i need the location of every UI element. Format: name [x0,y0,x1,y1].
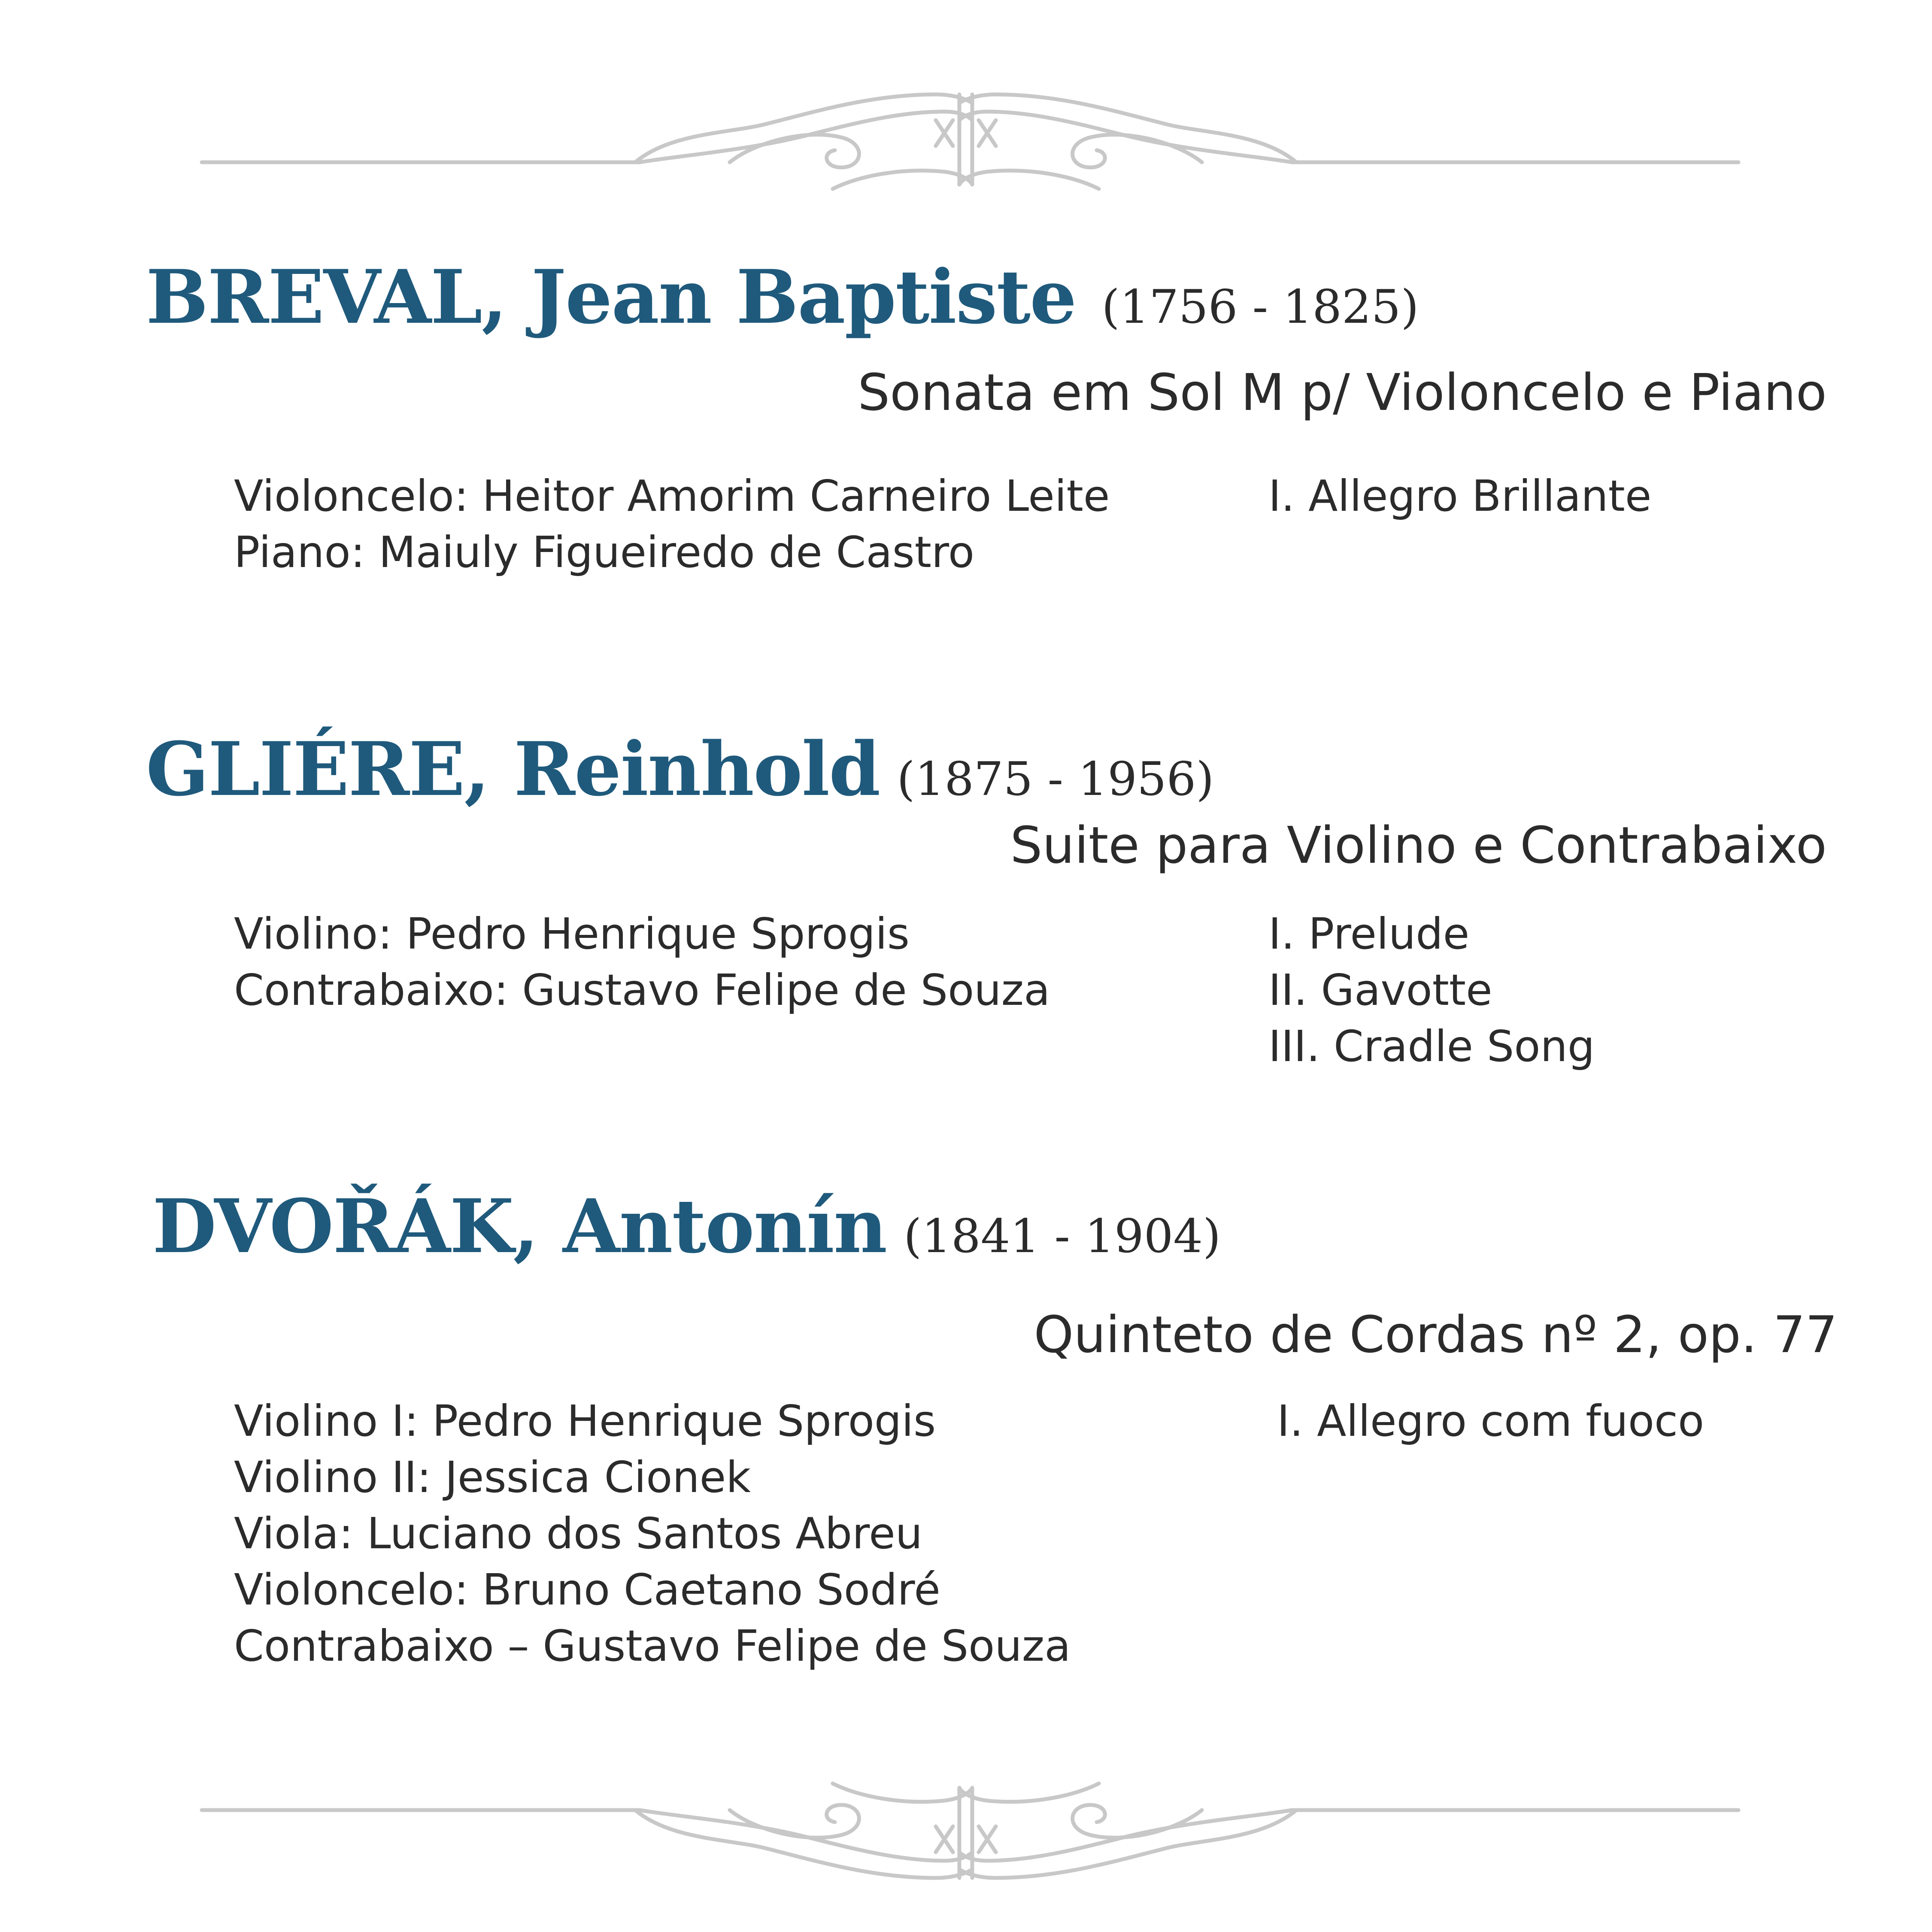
performer-item: Violino: Pedro Henrique Sprogis [234,909,910,959]
movement-item: III. Cradle Song [1268,1021,1595,1071]
movements-list [1268,906,1595,1074]
performer-item: Viola: Luciano dos Santos Abreu [234,1508,923,1559]
composer-heading [146,725,1214,813]
bottom-ornament-divider [0,1766,1932,1904]
performers-list [234,468,1110,580]
performer-item: Violino II: Jessica Cionek [234,1452,751,1502]
performer-item: Violino I: Pedro Henrique Sprogis [234,1396,936,1446]
composer-name: DVOŘÁK, Antonín [152,1183,887,1270]
work-title: Suite para Violino e Contrabaixo [1010,816,1827,875]
performer-item: Violoncelo: Heitor Amorim Carneiro Leite [234,471,1110,521]
performer-item: Contrabaixo – Gustavo Felipe de Souza [234,1621,1071,1671]
performer-item: Piano: Maiuly Figueiredo de Castro [234,527,975,577]
movements-list [1277,1393,1704,1449]
performers-list [234,1393,1071,1674]
composer-heading [152,1183,1221,1270]
composer-dates: (1756 - 1825) [1101,280,1419,334]
movement-item: I. Prelude [1268,909,1470,959]
work-title: Quinteto de Cordas nº 2, op. 77 [1034,1305,1838,1364]
composer-heading [146,253,1419,340]
composer-dates: (1875 - 1956) [897,752,1214,806]
performer-item: Violoncelo: Bruno Caetano Sodré [234,1565,940,1615]
movements-list [1268,468,1651,524]
movement-item: I. Allegro Brillante [1268,471,1652,521]
performer-item: Contrabaixo: Gustavo Felipe de Souza [234,965,1050,1015]
composer-name: GLIÉRE, Reinhold [146,725,880,813]
movement-item: II. Gavotte [1268,965,1492,1015]
composer-name: BREVAL, Jean Baptiste [146,253,1076,340]
work-title: Sonata em Sol M p/ Violoncelo e Piano [858,363,1827,422]
top-ornament-divider [0,69,1932,206]
composer-dates: (1841 - 1904) [904,1210,1221,1263]
performers-list [234,906,1050,1018]
movement-item: I. Allegro com fuoco [1277,1396,1705,1446]
